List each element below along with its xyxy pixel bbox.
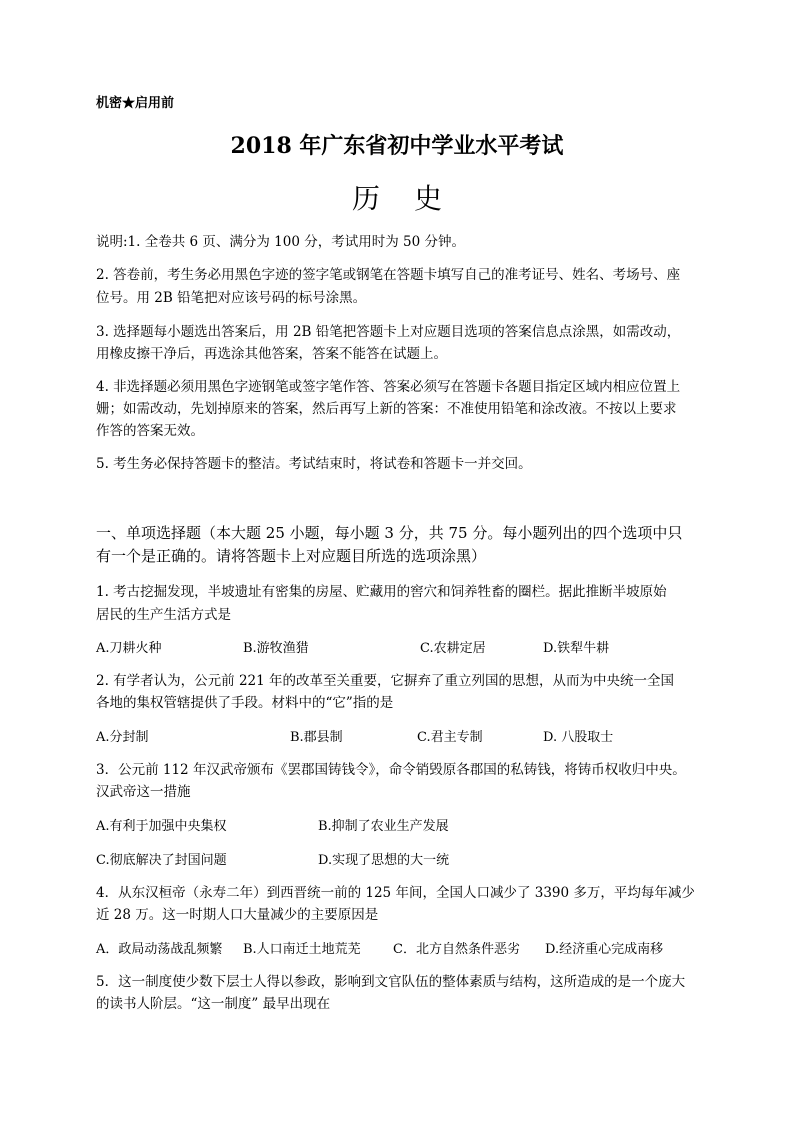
question-5-line-2: 的读书人阶层。“这一制度” 最早出现在 bbox=[96, 996, 331, 1012]
question-1-line-2: 居民的生产生活方式是 bbox=[96, 607, 231, 623]
instruction-4-line-2: 姗；如需改动，先划掉原来的答案，然后再写上新的答案：不准使用铅笔和涂改液。不按以上要求 bbox=[96, 401, 677, 417]
section-heading-line-2: 有一个是正确的。请将答题卡上对应题目所选的选项涂黑） bbox=[96, 547, 487, 565]
question-1-option-a: A.刀耕火种 bbox=[96, 641, 162, 656]
instruction-1-line-1: 说明:1. 全卷共 6 页、满分为 100 分，考试用时为 50 分钟。 bbox=[96, 234, 466, 250]
question-4-option-a: A．政局动荡战乱频繁 bbox=[96, 942, 223, 957]
question-1-option-b: B.游牧渔猎 bbox=[243, 641, 309, 656]
question-3-option-c: C.彻底解决了封国问题 bbox=[96, 853, 227, 868]
instruction-4-line-3: 作答的答案无效。 bbox=[96, 423, 204, 439]
question-2-option-b: B.郡县制 bbox=[290, 730, 343, 745]
question-4-option-d: D.经济重心完成南移 bbox=[545, 942, 664, 957]
question-3-line-1: 3．公元前 112 年汉武帝颁布《罢郡国铸钱令》，命令销毁原各郡国的私铸钱，将铸币权收归中央。 bbox=[96, 762, 686, 778]
confidential-mark: 机密★启用前 bbox=[96, 96, 175, 111]
question-2-line-1: 2. 有学者认为，公元前 221 年的改革至关重要，它摒弃了重立列国的思想，从而为中央统一全国 bbox=[96, 673, 675, 689]
question-1-option-c: C.农耕定居 bbox=[420, 641, 486, 656]
instruction-3-line-1: 3. 选择题每小题选出答案后，用 2B 铅笔把答题卡上对应题目选项的答案信息点涂黑，如需改动， bbox=[96, 324, 681, 340]
instruction-2-line-1: 2. 答卷前，考生务必用黑色字迹的签字笔或钢笔在答题卡填写自己的准考证号、姓名、考场号、座 bbox=[96, 267, 681, 283]
question-4-option-c: C．北方自然条件恶劣 bbox=[393, 942, 520, 957]
exam-title: 2018 年广东省初中学业水平考试 bbox=[230, 133, 564, 159]
question-3-option-d: D.实现了思想的大一统 bbox=[318, 853, 450, 868]
question-2-option-a: A.分封制 bbox=[96, 730, 149, 745]
question-4-line-2: 近 28 万。这一时期人口大量减少的主要原因是 bbox=[96, 907, 379, 923]
question-3-option-a: A.有利于加强中央集权 bbox=[96, 819, 227, 834]
section-heading-line-1: 一、单项选择题（本大题 25 小题，每小题 3 分，共 75 分。每小题列出的四个选项中只 bbox=[96, 524, 683, 542]
instruction-4-line-1: 4. 非选择题必须用黑色字迹钢笔或签字笔作答、答案必须写在答题卡各题目指定区域内相应位置上 bbox=[96, 379, 681, 395]
question-4-option-b: B.人口南迁土地荒芜 bbox=[243, 942, 361, 957]
question-2-option-d: D. 八股取士 bbox=[543, 730, 614, 745]
instruction-2-line-2: 位号。用 2B 铅笔把对应该号码的标号涂黑。 bbox=[96, 290, 367, 306]
question-3-line-2: 汉武帝这一措施 bbox=[96, 784, 191, 800]
question-3-option-b: B.抑制了农业生产发展 bbox=[318, 819, 449, 834]
question-4-line-1: 4．从东汉桓帝（永寿二年）到西晋统一前的 125 年间，全国人口减少了 3390 多万，平均每年减少 bbox=[96, 885, 695, 901]
instruction-5-line-1: 5. 考生务必保持答题卡的整洁。考试结束时，将试卷和答题卡一并交回。 bbox=[96, 456, 532, 472]
question-1-line-1: 1. 考古挖掘发现，半坡遗址有密集的房屋、贮藏用的窖穴和饲养牲畜的圈栏。据此推断半坡原始 bbox=[96, 584, 667, 600]
instruction-3-line-2: 用橡皮擦干净后，再选涂其他答案，答案不能答在试题上。 bbox=[96, 346, 447, 362]
question-2-line-2: 各地的集权管辖提供了手段。材料中的“它”指的是 bbox=[96, 695, 394, 711]
question-1-option-d: D.铁犁牛耕 bbox=[543, 641, 610, 656]
question-5-line-1: 5．这一制度使少数下层士人得以参政，影响到文官队伍的整体素质与结构，这所造成的是一个庞大 bbox=[96, 974, 686, 990]
subject-title: 历史 bbox=[351, 182, 476, 215]
question-2-option-c: C.君主专制 bbox=[417, 730, 483, 745]
